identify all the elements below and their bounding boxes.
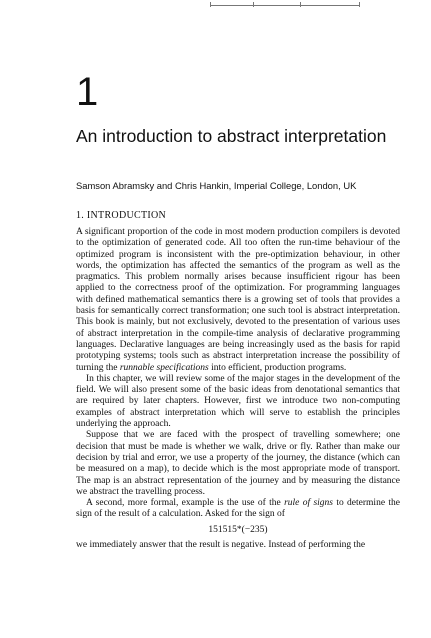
chapter-number: 1 xyxy=(76,70,99,114)
header-rule-tick xyxy=(300,2,301,7)
header-rule-tick xyxy=(359,2,360,7)
author-affiliation: Samson Abramsky and Chris Hankin, Imperial College, London, UK xyxy=(76,180,357,191)
header-rule-tick xyxy=(210,2,211,7)
paragraph-5: we immediately answer that the result is negative. Instead of performing the xyxy=(76,540,366,551)
paragraph-text: into efficient, production programs. xyxy=(208,362,347,373)
chapter-title: An introduction to abstract interpretation xyxy=(76,126,387,146)
paragraph-3: Suppose that we are faced with the prospect of travelling somewhere; one decision that must be made is whether we walk, drive or fly. Rather than make our decision by trial and error, we use a property of the journey, the distance (which can be measured on a map), to decide which is the most appropriate mode of transport. The map is an abstract representation of the journey and by measuring the distance we abstract the travelling process. xyxy=(76,430,400,497)
paragraph-text: A second, more formal, example is the use of the xyxy=(86,498,285,509)
emphasis-text: runnable specifications xyxy=(119,362,209,373)
paragraph-text: A significant proportion of the code in most modern production compilers is devoted to the optimization of generated code. All too often the run-time behaviour of the optimized program is inconsistent with the pre-optimization behaviour, in other words, the optimization has affected the semantics of the program as well as the pragmatics. This problem normally arises because insufficient rigour has been applied to the correctness proof of the optimization. For programming languages with defined mathematical semantics there is a growing set of tools that provides a basis for semantically correct transformation; one such tool is abstract interpretation. This book is mainly, but not exclusively, devoted to the presentation of various uses of abstract interpretation in the compile-time analysis of declarative programming languages. Declarative languages are being increasingly used as the basis for rapid prototyping systems; tools such as abstract interpretation increase the possibility of turning the xyxy=(76,227,400,373)
paragraph-1 xyxy=(76,227,400,374)
emphasis-text: rule of signs xyxy=(284,498,333,509)
formula: 151515*(−235) xyxy=(208,524,268,535)
body-text xyxy=(76,227,400,551)
header-rule xyxy=(210,5,360,6)
paragraph-text: to determine the sign of the result of a calculation. Asked for the sign of xyxy=(76,498,400,520)
paragraph-2: In this chapter, we will review some of the major stages in the development of the field. We will also present some of the basic ideas from denotational semantics that are required by later chapters. However, first we introduce two non-computing examples of abstract interpretation which will serve to establish the principles underlying the approach. xyxy=(76,373,400,430)
paragraph-4 xyxy=(76,498,400,521)
section-heading: 1. INTRODUCTION xyxy=(76,210,167,221)
header-rule-tick xyxy=(253,2,254,7)
